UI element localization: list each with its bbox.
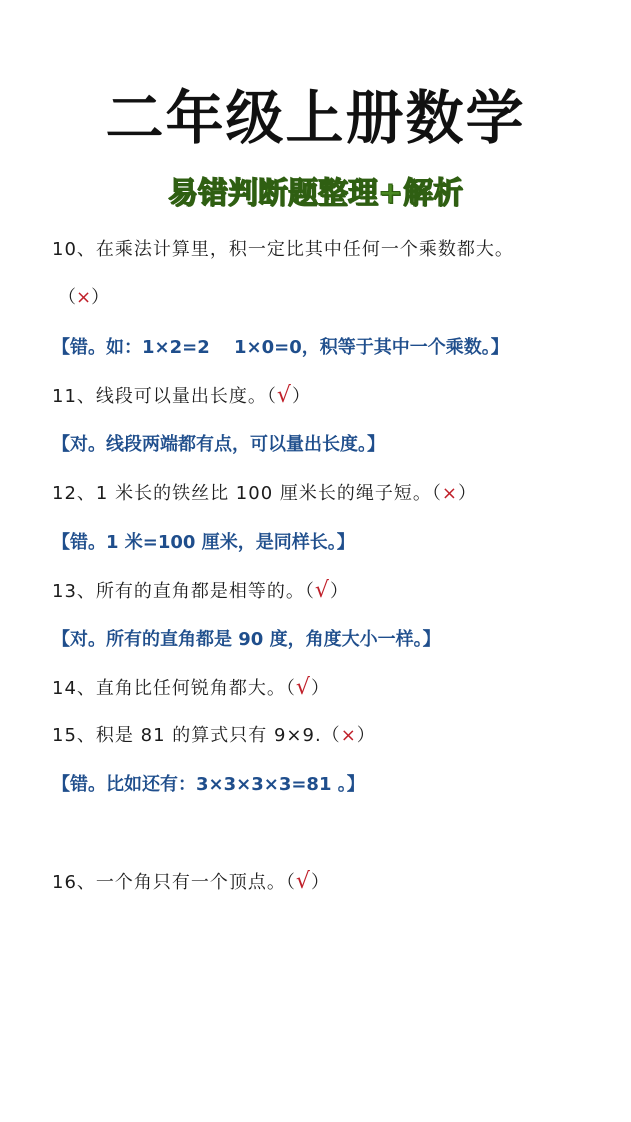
- check-mark: √: [295, 869, 311, 894]
- question-15: [52, 722, 612, 750]
- answer-15: 【错。比如还有：3×3×3×3=81 。】: [52, 774, 365, 795]
- paren-close: ）: [356, 725, 376, 746]
- wrong-mark: ×: [441, 483, 458, 504]
- answer-13: 【对。所有的直角都是 90 度，角度大小一样。】: [52, 629, 441, 650]
- question-text: 12、1 米长的铁丝比 100 厘米长的绳子短。（: [52, 483, 442, 504]
- check-mark: √: [314, 578, 330, 603]
- check-mark: √: [295, 675, 311, 700]
- question-text: 10、在乘法计算里，积一定比其中任何一个乘数都大。: [52, 239, 514, 260]
- page-subtitle: 易错判断题整理+解析: [167, 176, 464, 211]
- wrong-mark: ×: [76, 287, 92, 308]
- paren-close: ）: [291, 386, 311, 407]
- check-mark: √: [276, 383, 292, 408]
- paren-close: ）: [91, 287, 110, 308]
- question-12: [52, 480, 612, 508]
- question-text: 11、线段可以量出长度。（: [52, 386, 277, 407]
- paren-close: ）: [310, 872, 330, 893]
- question-text: 13、所有的直角都是相等的。（: [52, 581, 315, 602]
- page-title: 二年级上册数学: [105, 84, 526, 152]
- question-10: [52, 236, 612, 264]
- question-11: [52, 382, 612, 411]
- paren-close: ）: [310, 678, 330, 699]
- paren-open: （: [58, 287, 76, 308]
- paren-close: ）: [457, 483, 477, 504]
- question-13: [52, 577, 612, 606]
- paren-close: ）: [329, 581, 349, 602]
- question-text: 15、积是 81 的算式只有 9×9.（: [52, 725, 341, 746]
- question-text: 14、直角比任何锐角都大。（: [52, 678, 296, 699]
- answer-12: 【错。1 米=100 厘米，是同样长。】: [52, 532, 355, 553]
- wrong-mark: ×: [340, 725, 357, 746]
- question-text: 16、一个角只有一个顶点。（: [52, 872, 296, 893]
- answer-11: 【对。线段两端都有点，可以量出长度。】: [52, 434, 385, 455]
- question-10-mark: [58, 284, 618, 312]
- answer-10: 【错。如：1×2=2 1×0=0，积等于其中一个乘数。】: [52, 337, 509, 358]
- question-14: [52, 674, 612, 703]
- question-16: [52, 868, 612, 897]
